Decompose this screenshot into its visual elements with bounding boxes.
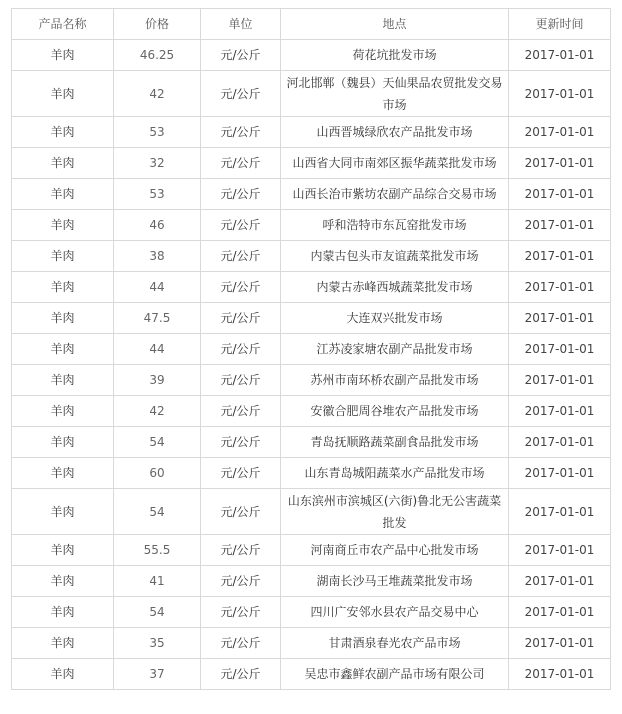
cell-updated-time: 2017-01-01 <box>509 40 611 71</box>
cell-unit: 元/公斤 <box>201 334 281 365</box>
header-unit: 单位 <box>201 9 281 40</box>
cell-location: 内蒙古赤峰西城蔬菜批发市场 <box>281 272 509 303</box>
cell-product-name: 羊肉 <box>12 117 114 148</box>
cell-location: 河南商丘市农产品中心批发市场 <box>281 535 509 566</box>
cell-price: 44 <box>114 272 201 303</box>
cell-location: 甘肃酒泉春光农产品市场 <box>281 628 509 659</box>
table-row <box>12 659 611 690</box>
table-row <box>12 396 611 427</box>
cell-price: 41 <box>114 566 201 597</box>
cell-unit: 元/公斤 <box>201 148 281 179</box>
cell-unit: 元/公斤 <box>201 396 281 427</box>
table-row <box>12 334 611 365</box>
cell-location: 山西省大同市南郊区振华蔬菜批发市场 <box>281 148 509 179</box>
cell-price: 42 <box>114 71 201 117</box>
cell-unit: 元/公斤 <box>201 241 281 272</box>
cell-updated-time: 2017-01-01 <box>509 535 611 566</box>
header-updated-time: 更新时间 <box>509 9 611 40</box>
cell-unit: 元/公斤 <box>201 272 281 303</box>
cell-product-name: 羊肉 <box>12 597 114 628</box>
cell-unit: 元/公斤 <box>201 535 281 566</box>
cell-product-name: 羊肉 <box>12 458 114 489</box>
cell-updated-time: 2017-01-01 <box>509 597 611 628</box>
cell-location: 山西长治市紫坊农副产品综合交易市场 <box>281 179 509 210</box>
table-row <box>12 489 611 535</box>
cell-location: 安徽合肥周谷堆农产品批发市场 <box>281 396 509 427</box>
table-row <box>12 628 611 659</box>
cell-location: 山东滨州市滨城区(六街)鲁北无公害蔬菜批发 <box>281 489 509 535</box>
table-body <box>12 40 611 690</box>
cell-price: 47.5 <box>114 303 201 334</box>
cell-updated-time: 2017-01-01 <box>509 148 611 179</box>
cell-product-name: 羊肉 <box>12 334 114 365</box>
cell-product-name: 羊肉 <box>12 489 114 535</box>
table-row <box>12 272 611 303</box>
cell-product-name: 羊肉 <box>12 535 114 566</box>
cell-location: 河北邯郸（魏县）天仙果品农贸批发交易市场 <box>281 71 509 117</box>
table-row <box>12 427 611 458</box>
cell-location: 内蒙古包头市友谊蔬菜批发市场 <box>281 241 509 272</box>
cell-price: 54 <box>114 597 201 628</box>
table-row <box>12 148 611 179</box>
cell-product-name: 羊肉 <box>12 566 114 597</box>
cell-unit: 元/公斤 <box>201 659 281 690</box>
cell-price: 53 <box>114 117 201 148</box>
table-row <box>12 71 611 117</box>
cell-product-name: 羊肉 <box>12 71 114 117</box>
cell-product-name: 羊肉 <box>12 179 114 210</box>
cell-product-name: 羊肉 <box>12 659 114 690</box>
table-row <box>12 365 611 396</box>
cell-unit: 元/公斤 <box>201 179 281 210</box>
header-product-name: 产品名称 <box>12 9 114 40</box>
table-row <box>12 303 611 334</box>
cell-location: 苏州市南环桥农副产品批发市场 <box>281 365 509 396</box>
cell-unit: 元/公斤 <box>201 566 281 597</box>
cell-price: 60 <box>114 458 201 489</box>
cell-unit: 元/公斤 <box>201 40 281 71</box>
table-row <box>12 458 611 489</box>
cell-updated-time: 2017-01-01 <box>509 71 611 117</box>
cell-updated-time: 2017-01-01 <box>509 396 611 427</box>
cell-updated-time: 2017-01-01 <box>509 272 611 303</box>
cell-location: 荷花坑批发市场 <box>281 40 509 71</box>
header-row <box>12 9 611 40</box>
cell-location: 青岛抚顺路蔬菜副食品批发市场 <box>281 427 509 458</box>
cell-location: 吴忠市鑫鲜农副产品市场有限公司 <box>281 659 509 690</box>
cell-location: 山东青岛城阳蔬菜水产品批发市场 <box>281 458 509 489</box>
cell-updated-time: 2017-01-01 <box>509 427 611 458</box>
cell-updated-time: 2017-01-01 <box>509 628 611 659</box>
table-row <box>12 40 611 71</box>
cell-unit: 元/公斤 <box>201 597 281 628</box>
cell-updated-time: 2017-01-01 <box>509 659 611 690</box>
table-row <box>12 210 611 241</box>
cell-updated-time: 2017-01-01 <box>509 566 611 597</box>
cell-updated-time: 2017-01-01 <box>509 334 611 365</box>
table-row <box>12 566 611 597</box>
cell-price: 53 <box>114 179 201 210</box>
cell-price: 44 <box>114 334 201 365</box>
table-row <box>12 117 611 148</box>
cell-location: 大连双兴批发市场 <box>281 303 509 334</box>
cell-price: 35 <box>114 628 201 659</box>
cell-unit: 元/公斤 <box>201 303 281 334</box>
cell-product-name: 羊肉 <box>12 427 114 458</box>
cell-product-name: 羊肉 <box>12 148 114 179</box>
cell-price: 32 <box>114 148 201 179</box>
cell-price: 54 <box>114 489 201 535</box>
cell-updated-time: 2017-01-01 <box>509 117 611 148</box>
cell-unit: 元/公斤 <box>201 458 281 489</box>
header-price: 价格 <box>114 9 201 40</box>
cell-price: 39 <box>114 365 201 396</box>
cell-updated-time: 2017-01-01 <box>509 241 611 272</box>
price-table <box>11 8 611 690</box>
cell-product-name: 羊肉 <box>12 210 114 241</box>
cell-product-name: 羊肉 <box>12 365 114 396</box>
cell-product-name: 羊肉 <box>12 396 114 427</box>
cell-price: 38 <box>114 241 201 272</box>
cell-product-name: 羊肉 <box>12 628 114 659</box>
cell-unit: 元/公斤 <box>201 489 281 535</box>
cell-price: 54 <box>114 427 201 458</box>
cell-price: 37 <box>114 659 201 690</box>
table-row <box>12 535 611 566</box>
cell-unit: 元/公斤 <box>201 117 281 148</box>
cell-location: 山西晋城绿欣农产品批发市场 <box>281 117 509 148</box>
cell-updated-time: 2017-01-01 <box>509 210 611 241</box>
cell-price: 42 <box>114 396 201 427</box>
cell-product-name: 羊肉 <box>12 241 114 272</box>
table-row <box>12 179 611 210</box>
cell-unit: 元/公斤 <box>201 365 281 396</box>
cell-updated-time: 2017-01-01 <box>509 489 611 535</box>
cell-location: 四川广安邻水县农产品交易中心 <box>281 597 509 628</box>
cell-updated-time: 2017-01-01 <box>509 365 611 396</box>
table-row <box>12 241 611 272</box>
cell-updated-time: 2017-01-01 <box>509 179 611 210</box>
cell-updated-time: 2017-01-01 <box>509 458 611 489</box>
cell-product-name: 羊肉 <box>12 303 114 334</box>
cell-unit: 元/公斤 <box>201 210 281 241</box>
table-header <box>12 9 611 40</box>
table-row <box>12 597 611 628</box>
cell-product-name: 羊肉 <box>12 272 114 303</box>
cell-unit: 元/公斤 <box>201 628 281 659</box>
cell-price: 46 <box>114 210 201 241</box>
cell-location: 江苏凌家塘农副产品批发市场 <box>281 334 509 365</box>
cell-product-name: 羊肉 <box>12 40 114 71</box>
cell-unit: 元/公斤 <box>201 427 281 458</box>
header-location: 地点 <box>281 9 509 40</box>
cell-location: 湖南长沙马王堆蔬菜批发市场 <box>281 566 509 597</box>
cell-price: 46.25 <box>114 40 201 71</box>
cell-price: 55.5 <box>114 535 201 566</box>
cell-unit: 元/公斤 <box>201 71 281 117</box>
cell-location: 呼和浩特市东瓦窑批发市场 <box>281 210 509 241</box>
cell-updated-time: 2017-01-01 <box>509 303 611 334</box>
